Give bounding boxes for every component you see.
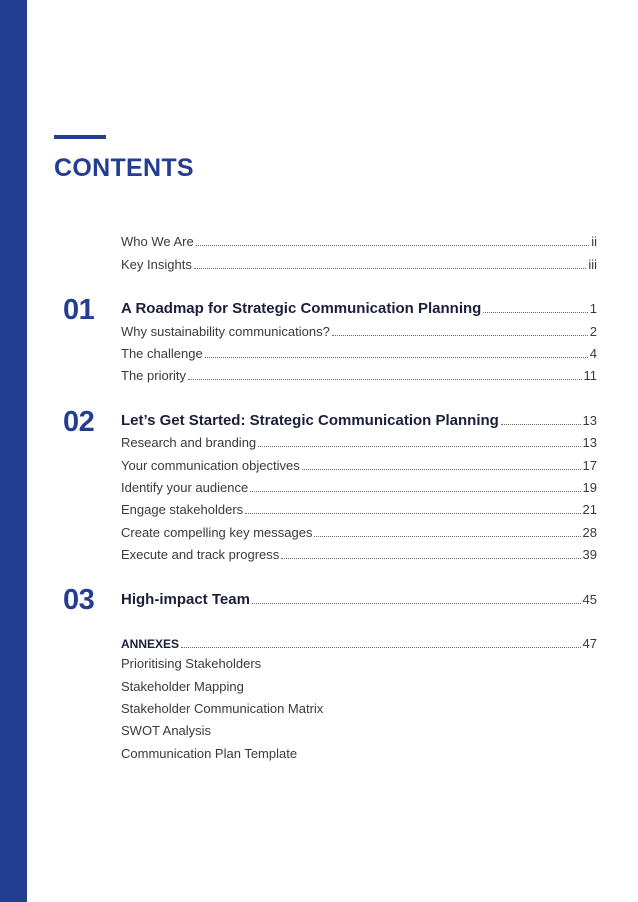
toc-entry-label: Your communication objectives <box>121 458 300 473</box>
toc-entry-label: Identify your audience <box>121 480 249 495</box>
dot-leader <box>314 536 580 537</box>
annex-item: Stakeholder Communication Matrix <box>121 701 324 716</box>
section-heading-page: 1 <box>589 301 597 316</box>
dot-leader <box>188 379 581 380</box>
dot-leader <box>205 357 588 358</box>
section-heading-label: Let’s Get Started: Strategic Communication Planning <box>121 412 499 429</box>
page-title: CONTENTS <box>54 154 194 182</box>
dot-leader <box>181 647 581 648</box>
dot-leader <box>302 469 581 470</box>
section-number-01: 01 <box>63 294 95 326</box>
annex-item: Stakeholder Mapping <box>121 679 244 694</box>
section-number-02: 02 <box>63 406 95 438</box>
toc-entry <box>121 476 597 496</box>
toc-entry-page: iii <box>588 257 597 272</box>
section-heading-02 <box>121 407 597 429</box>
dot-leader <box>332 335 588 336</box>
title-rule <box>54 135 106 139</box>
toc-entry-page: 39 <box>582 547 597 562</box>
section-heading-03 <box>121 586 597 608</box>
toc-entry <box>121 364 597 384</box>
toc-entry <box>121 543 597 563</box>
annex-item: Prioritising Stakeholders <box>121 656 262 671</box>
toc-entry <box>121 454 597 474</box>
toc-entry-page: 21 <box>582 502 597 517</box>
toc-entry <box>121 521 597 541</box>
toc-entry <box>121 431 597 451</box>
annexes-heading <box>121 632 597 652</box>
left-color-bar <box>0 0 27 902</box>
dot-leader <box>194 268 587 269</box>
toc-entry-page: 13 <box>582 435 597 450</box>
toc-entry-label: Execute and track progress <box>121 547 280 562</box>
toc-entry-label: Research and branding <box>121 435 257 450</box>
dot-leader <box>250 491 580 492</box>
dot-leader <box>252 603 581 604</box>
toc-entry-label: Why sustainability communications? <box>121 324 330 339</box>
section-heading-page: 13 <box>582 413 597 428</box>
toc-entry-label: Engage stakeholders <box>121 502 244 517</box>
toc-entry-page: 4 <box>589 346 597 361</box>
toc-entry-key-insights <box>121 253 597 273</box>
dot-leader <box>501 424 581 425</box>
toc-entry <box>121 342 597 362</box>
annex-item: Communication Plan Template <box>121 746 298 761</box>
dot-leader <box>196 245 589 246</box>
annex-item: SWOT Analysis <box>121 723 212 738</box>
toc-entry <box>121 320 597 340</box>
toc-entry-page: 17 <box>582 458 597 473</box>
toc-entry-page: 28 <box>582 525 597 540</box>
toc-entry-label: The challenge <box>121 346 203 361</box>
toc-entry-label: Key Insights <box>121 257 192 272</box>
annexes-heading-label: ANNEXES <box>121 637 180 651</box>
annexes-heading-page: 47 <box>582 636 597 651</box>
dot-leader <box>258 446 580 447</box>
section-heading-page: 45 <box>582 592 597 607</box>
toc-entry-label: The priority <box>121 368 187 383</box>
dot-leader <box>483 312 587 313</box>
toc-entry <box>121 498 597 518</box>
toc-entry-who-we-are <box>121 230 597 250</box>
dot-leader <box>281 558 580 559</box>
toc-entry-label: Who We Are <box>121 234 194 249</box>
toc-entry-page: 19 <box>582 480 597 495</box>
toc-entry-page: 11 <box>583 368 597 383</box>
section-heading-label: A Roadmap for Strategic Communication Planning <box>121 300 482 317</box>
section-heading-01 <box>121 295 597 317</box>
toc-entry-page: 2 <box>589 324 597 339</box>
toc-entry-page: ii <box>591 234 597 249</box>
section-heading-label: High-impact Team <box>121 591 250 608</box>
section-number-03: 03 <box>63 584 95 616</box>
dot-leader <box>245 513 580 514</box>
toc-entry-label: Create compelling key messages <box>121 525 313 540</box>
